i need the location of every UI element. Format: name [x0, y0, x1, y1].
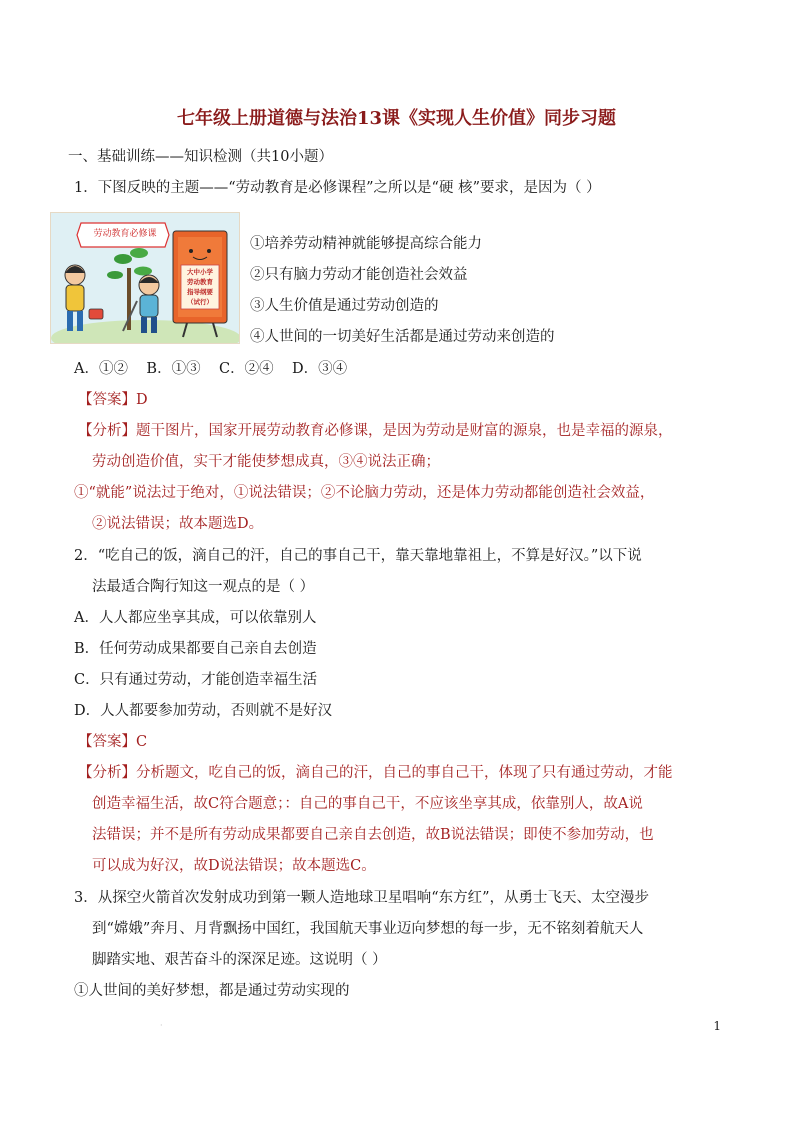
q2-option-a: A．人人都应坐享其成，可以依靠别人	[74, 610, 317, 626]
page-number: 1	[713, 1019, 721, 1033]
q3-statement-1: ①人世间的美好梦想，都是通过劳动实现的	[74, 983, 350, 999]
q3-stem: 3．从探空火箭首次发射成功到第一颗人造地球卫星唱响“东方红”，从勇士飞天、太空漫步	[74, 890, 650, 906]
q2-analysis-line: 可以成为好汉，故D说法错误；故本题选C。	[92, 858, 376, 874]
book-line: 指导纲要	[187, 288, 213, 296]
q3-stem: 脚踏实地、艰苦奋斗的深深足迹。这说明（ ）	[92, 952, 387, 968]
q2-analysis-line: 【分析】分析题文，吃自己的饭，滴自己的汗，自己的事自己干，体现了只有通过劳动，才能	[78, 765, 673, 781]
q1-stem: 1．下图反映的主题——“劳动教育是必修课程”之所以是“硬 核”要求，是因为（ ）	[74, 180, 601, 196]
book-line: 劳动教育	[187, 278, 213, 286]
q1-statement-4: ④人世间的一切美好生活都是通过劳动来创造的	[250, 329, 555, 345]
q2-answer: 【答案】C	[78, 734, 148, 750]
q2-option-c: C．只有通过劳动，才能创造幸福生活	[74, 672, 318, 688]
q1-options: A．①② B．①③ C．②④ D．③④	[74, 361, 348, 377]
book-line: （试行）	[187, 298, 213, 306]
section-heading: 一、基础训练——知识检测（共10小题）	[68, 149, 333, 165]
q1-analysis-line: ②说法错误；故本题选D。	[92, 516, 264, 532]
q1-statement-1: ①培养劳动精神就能够提高综合能力	[250, 236, 482, 252]
q1-analysis-line: 劳动创造价值，实干才能使梦想成真，③④说法正确；	[92, 454, 440, 470]
footer-mark: ·	[160, 1021, 163, 1030]
q2-stem: 2．“吃自己的饭，滴自己的汗，自己的事自己干，靠天靠地靠祖上，不算是好汉。”以下说	[74, 548, 642, 564]
q2-option-b: B．任何劳动成果都要自己亲自去创造	[74, 641, 317, 657]
q2-option-d: D．人人都要参加劳动，否则就不是好汉	[74, 703, 333, 719]
book-cover-text	[181, 267, 219, 307]
q3-stem: 到“嫦娥”奔月、月背飘扬中国红，我国航天事业迈向梦想的每一步，无不铭刻着航天人	[92, 921, 644, 937]
q1-answer: 【答案】D	[78, 392, 148, 408]
page-title: 七年级上册道德与法治13课《实现人生价值》同步习题	[176, 108, 617, 129]
q1-statement-2: ②只有脑力劳动才能创造社会效益	[250, 267, 468, 283]
q1-analysis-line: 【分析】题干图片，国家开展劳动教育必修课，是因为劳动是财富的源泉，也是幸福的源泉，	[78, 423, 673, 439]
banner-text: 劳动教育必修课	[93, 229, 157, 239]
q2-analysis-line: 创造幸福生活，故C符合题意；：自己的事自己干，不应该坐享其成，依靠别人，故A说	[92, 796, 643, 812]
book-line: 大中小学	[187, 268, 213, 276]
q1-illustration	[50, 212, 240, 344]
q2-analysis-line: 法错误；并不是所有劳动成果都要自己亲自去创造，故B说法错误；即使不参加劳动，也	[92, 827, 654, 843]
q1-analysis-line: ①“就能”说法过于绝对，①说法错误；②不论脑力劳动，还是体力劳动都能创造社会效益，	[74, 485, 655, 501]
q1-statement-3: ③人生价值是通过劳动创造的	[250, 298, 439, 314]
q2-stem: 法最适合陶行知这一观点的是（ ）	[92, 579, 315, 595]
